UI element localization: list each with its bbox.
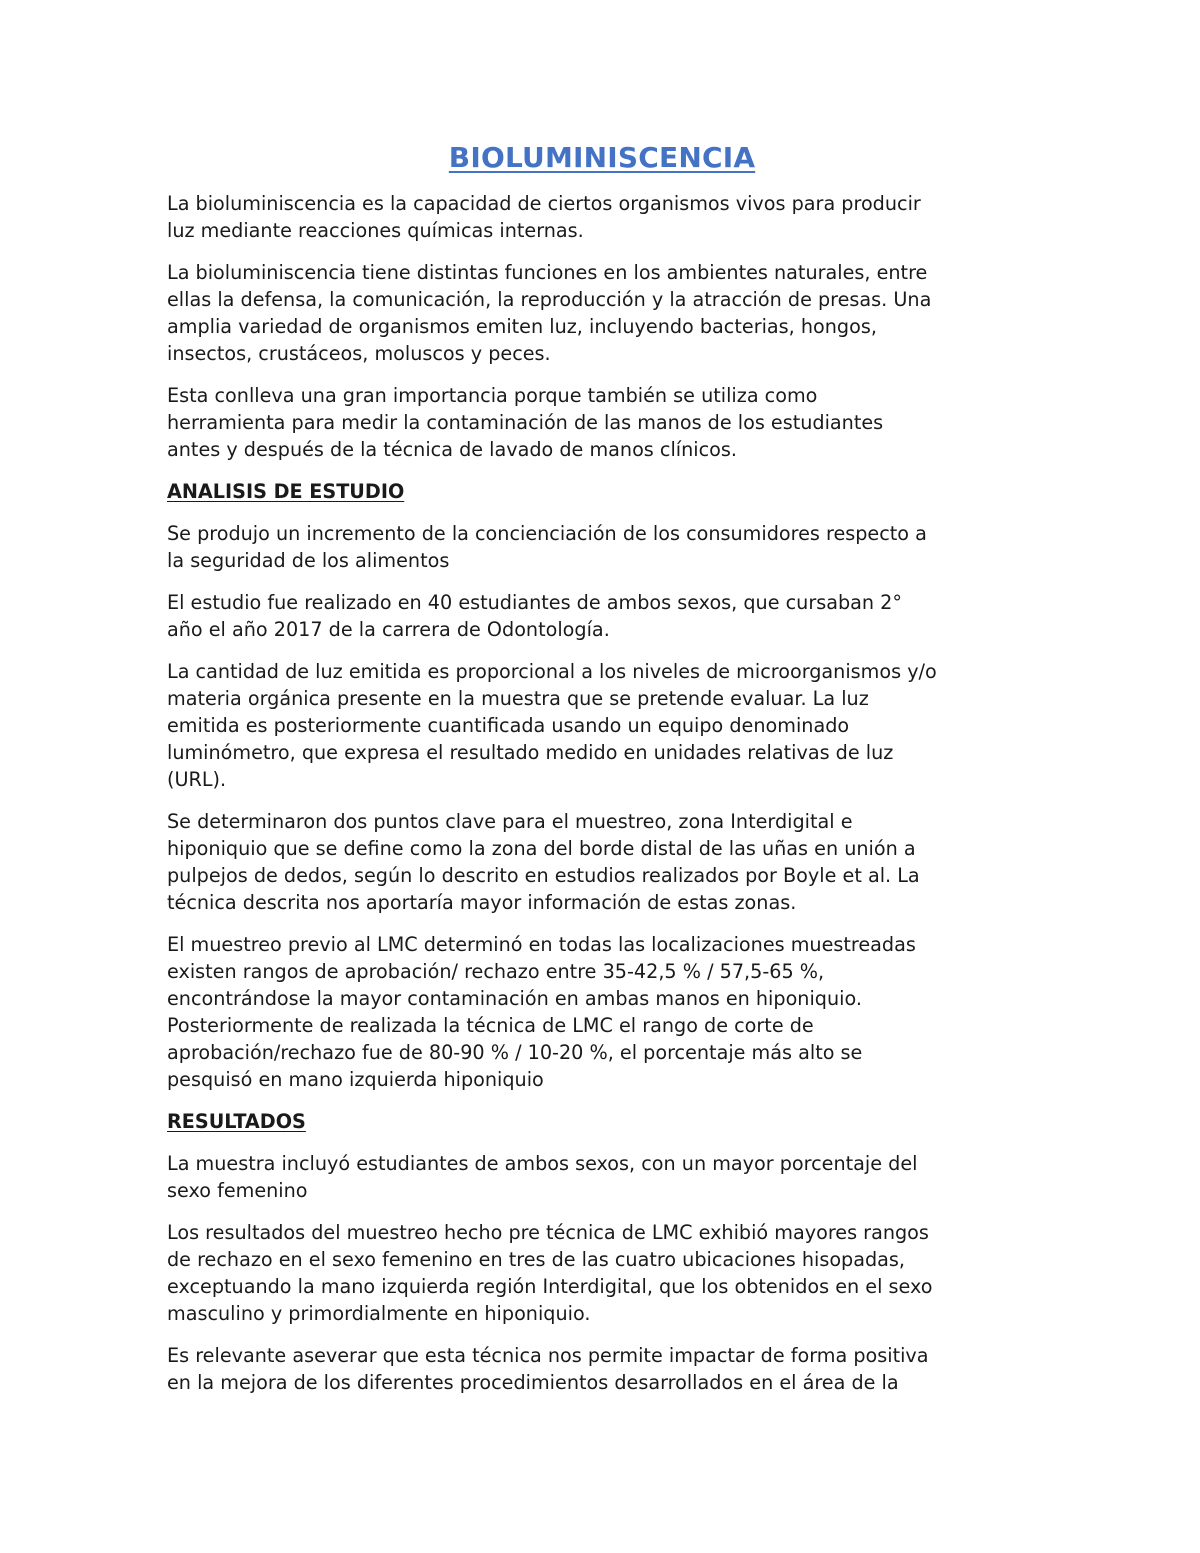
paragraph-line: herramienta para medir la contaminación de las manos de los estudiantes <box>167 411 884 434</box>
paragraph-line: Esta conlleva una gran importancia porque también se utiliza como <box>167 384 818 407</box>
paragraph <box>167 1219 1037 1327</box>
paragraph-line: luz mediante reacciones químicas internas. <box>167 219 584 242</box>
paragraph-line: pulpejos de dedos, según lo descrito en estudios realizados por Boyle et al. La <box>167 864 920 887</box>
paragraph-line: La cantidad de luz emitida es proporcional a los niveles de microorganismos y/o <box>167 660 937 683</box>
paragraph <box>167 808 1037 916</box>
paragraph-line: amplia variedad de organismos emiten luz, incluyendo bacterias, hongos, <box>167 315 877 338</box>
paragraph-line: Se produjo un incremento de la concienciación de los consumidores respecto a <box>167 522 927 545</box>
paragraph-line: insectos, crustáceos, moluscos y peces. <box>167 342 551 365</box>
paragraph-line: luminómetro, que expresa el resultado medido en unidades relativas de luz <box>167 741 894 764</box>
paragraph-line: existen rangos de aprobación/ rechazo entre 35-42,5 % / 57,5-65 %, <box>167 960 825 983</box>
paragraph-line: pesquisó en mano izquierda hiponiquio <box>167 1068 544 1091</box>
paragraph-line: La bioluminiscencia tiene distintas funciones en los ambientes naturales, entre <box>167 261 928 284</box>
document-body <box>167 190 1037 1396</box>
paragraph <box>167 658 1037 793</box>
paragraph-line: antes y después de la técnica de lavado de manos clínicos. <box>167 438 737 461</box>
paragraph-line: año el año 2017 de la carrera de Odontología. <box>167 618 610 641</box>
paragraph-line: exceptuando la mano izquierda región Interdigital, que los obtenidos en el sexo <box>167 1275 933 1298</box>
document-page <box>167 140 1037 1411</box>
paragraph-line: sexo femenino <box>167 1179 308 1202</box>
paragraph-line: Los resultados del muestreo hecho pre técnica de LMC exhibió mayores rangos <box>167 1221 929 1244</box>
paragraph-line: hiponiquio que se define como la zona del borde distal de las uñas en unión a <box>167 837 916 860</box>
paragraph-line: Es relevante aseverar que esta técnica nos permite impactar de forma positiva <box>167 1344 929 1367</box>
paragraph-line: Se determinaron dos puntos clave para el muestreo, zona Interdigital e <box>167 810 853 833</box>
paragraph-line: técnica descrita nos aportaría mayor información de estas zonas. <box>167 891 797 914</box>
paragraph <box>167 520 1037 574</box>
paragraph <box>167 1150 1037 1204</box>
paragraph-line: El muestreo previo al LMC determinó en todas las localizaciones muestreadas <box>167 933 916 956</box>
section-heading: RESULTADOS <box>167 1110 306 1133</box>
paragraph <box>167 1342 1037 1396</box>
paragraph-line: en la mejora de los diferentes procedimientos desarrollados en el área de la <box>167 1371 899 1394</box>
paragraph-line: aprobación/rechazo fue de 80-90 % / 10-20 %, el porcentaje más alto se <box>167 1041 863 1064</box>
paragraph-line: El estudio fue realizado en 40 estudiantes de ambos sexos, que cursaban 2° <box>167 591 902 614</box>
paragraph-line: La bioluminiscencia es la capacidad de ciertos organismos vivos para producir <box>167 192 921 215</box>
paragraph <box>167 382 1037 463</box>
paragraph-line: Posteriormente de realizada la técnica de LMC el rango de corte de <box>167 1014 814 1037</box>
paragraph-line: la seguridad de los alimentos <box>167 549 450 572</box>
paragraph-line: ellas la defensa, la comunicación, la reproducción y la atracción de presas. Una <box>167 288 932 311</box>
paragraph-line: masculino y primordialmente en hiponiquio. <box>167 1302 591 1325</box>
paragraph <box>167 190 1037 244</box>
paragraph-line: materia orgánica presente en la muestra que se pretende evaluar. La luz <box>167 687 869 710</box>
paragraph <box>167 931 1037 1093</box>
paragraph-line: encontrándose la mayor contaminación en ambas manos en hiponiquio. <box>167 987 862 1010</box>
document-title: BIOLUMINISCENCIA <box>448 141 756 174</box>
paragraph-line: de rechazo en el sexo femenino en tres de las cuatro ubicaciones hisopadas, <box>167 1248 906 1271</box>
paragraph <box>167 589 1037 643</box>
section-heading: ANALISIS DE ESTUDIO <box>167 480 405 503</box>
paragraph <box>167 259 1037 367</box>
paragraph-line: emitida es posteriormente cuantificada usando un equipo denominado <box>167 714 850 737</box>
paragraph-line: (URL). <box>167 768 227 791</box>
paragraph-line: La muestra incluyó estudiantes de ambos sexos, con un mayor porcentaje del <box>167 1152 918 1175</box>
